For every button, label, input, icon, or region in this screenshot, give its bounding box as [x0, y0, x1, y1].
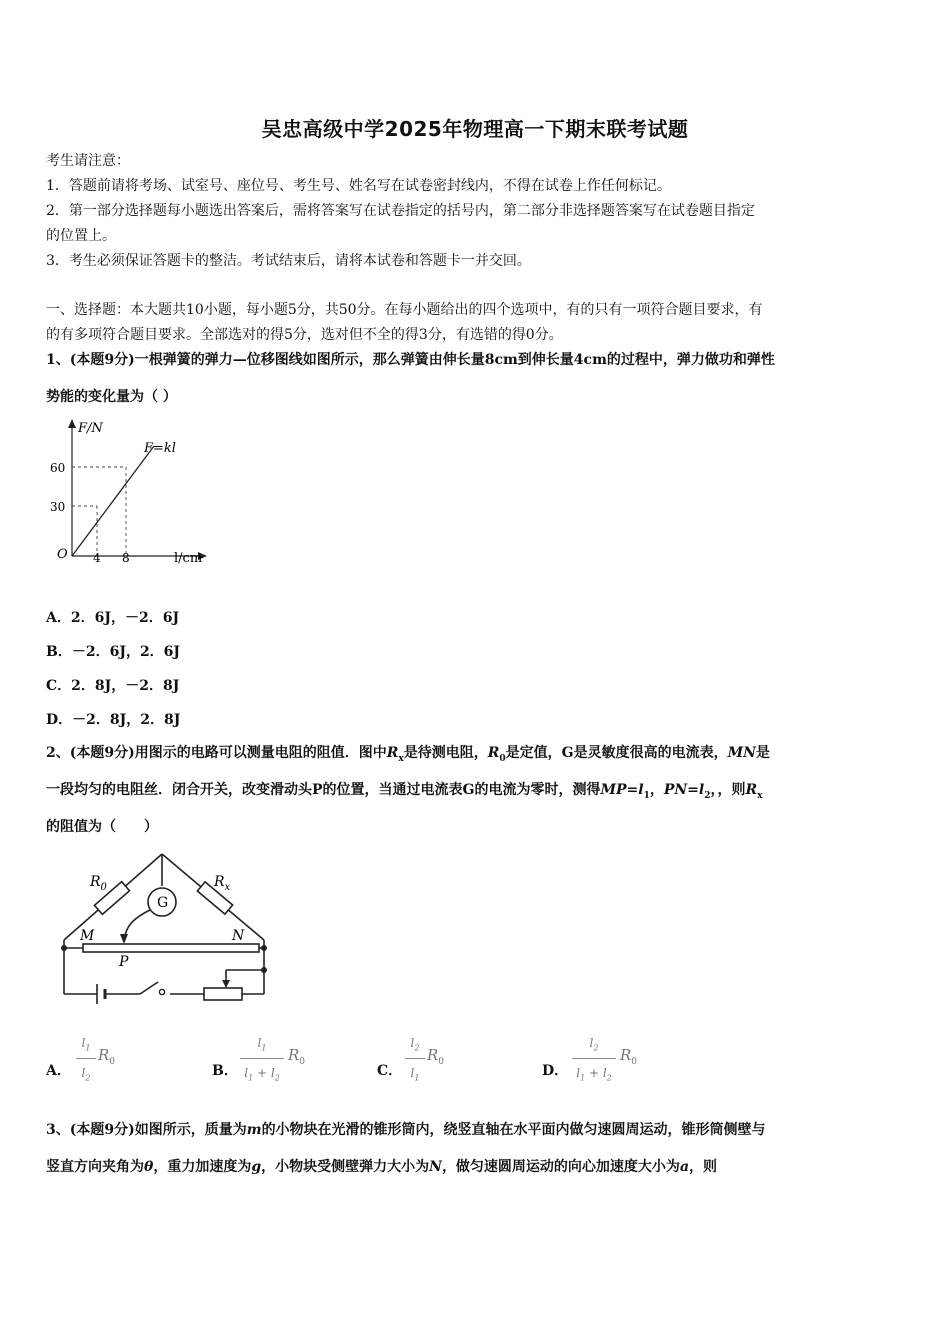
origin-label: O [57, 547, 68, 562]
formula-label: F=kl [144, 441, 176, 456]
y-tick-60: 60 [50, 461, 66, 475]
q2-option-c[interactable]: C． $l_2$ $l_1$ $R_0$ [377, 1036, 445, 1083]
resistance-wire-mn [83, 944, 259, 952]
slider-wire [124, 910, 150, 940]
notice-item-2-cont: 的位置上。 [46, 228, 116, 244]
q1-option-d[interactable]: D．－2．8J，2．8J [46, 712, 181, 728]
q1-force-graph [44, 416, 224, 576]
notice-item-2: 2．第一部分选择题每小题选出答案后，需将答案写在试卷指定的括号内，第二部分非选择题答案写在试卷题目指定 [46, 203, 755, 219]
q2-option-d[interactable]: D． $l_2$ $l_1 + l_2$ $R_0$ [542, 1036, 638, 1083]
force-line [72, 446, 154, 556]
y-axis-arrow [68, 419, 76, 428]
notice-item-3: 3．考生必须保证答题卡的整洁。考试结束后，请将本试卷和答题卡一并交回。 [46, 253, 531, 269]
rheostat-arrow [222, 980, 230, 988]
y-tick-30: 30 [50, 500, 66, 514]
q1-stem-line1: 1、(本题9分)一根弹簧的弹力—位移图线如图所示，那么弹簧由伸长量8cm到伸长量4cm的过程中，弹力做功和弹性 [46, 352, 775, 368]
q2-option-b[interactable]: B． $l_1$ $l_1 + l_2$ $R_0$ [212, 1036, 306, 1083]
q1-option-a[interactable]: A．2．6J，－2．6J [46, 610, 180, 626]
switch-lever [140, 982, 158, 994]
q1-option-b[interactable]: B．－2．6J，2．6J [46, 644, 181, 660]
label-p: P [119, 954, 129, 970]
page-title: 吴忠高级中学2025年物理高一下期末联考试题 [261, 117, 689, 141]
section-heading-line1: 一、选择题：本大题共10小题，每小题5分，共50分。在每小题给出的四个选项中，有的只有一项符合题目要求，有 [46, 302, 763, 318]
q3-stem-line1: 3、(本题9分)如图所示，质量为m的小物块在光滑的锥形筒内，绕竖直轴在水平面内做匀速圆周运动，锥形筒侧壁与 [46, 1122, 766, 1138]
q2-stem-line3: 的阻值为（ ） [46, 819, 158, 835]
q2-stem-line2: 一段均匀的电阻丝．闭合开关，改变滑动头P的位置，当通过电流表G的电流为零时，测得$MP=l_1$，$PN=l_2$，，则$R_x$ [46, 782, 763, 801]
notice-item-1: 1．答题前请将考场、试室号、座位号、考生号、姓名写在试卷密封线内，不得在试卷上作任何标记。 [46, 178, 671, 194]
x-tick-4: 4 [93, 551, 101, 565]
slider-arrow [120, 934, 128, 944]
q2-option-a[interactable]: A． $l_1$ $l_2$ $R_0$ [46, 1036, 116, 1083]
rheostat [204, 988, 242, 1000]
label-n: N [232, 928, 245, 944]
label-r0: $R_0$ [90, 874, 107, 893]
notice-heading: 考生请注意： [46, 153, 130, 169]
node-rheostat [261, 967, 267, 973]
section-heading-line2: 的有多项符合题目要求。全部选对的得5分，选对但不全的得3分，有选错的得0分。 [46, 327, 563, 343]
switch-contact [159, 989, 164, 994]
q3-stem-line2: 竖直方向夹角为θ，重力加速度为g，小物块受侧壁弹力大小为N，做匀速圆周运动的向心加速度大小为a，则 [46, 1159, 718, 1175]
label-m: M [80, 928, 95, 944]
label-rx: $R_x$ [214, 874, 231, 893]
q1-option-c[interactable]: C．2．8J，－2．8J [46, 678, 180, 694]
q1-stem-line2: 势能的变化量为（ ） [46, 389, 177, 405]
label-g: G [157, 895, 169, 911]
y-axis-label: F/N [78, 421, 103, 436]
x-axis-label: l/cm [174, 551, 203, 566]
q2-circuit-diagram [50, 848, 282, 1004]
x-tick-8: 8 [122, 551, 130, 565]
q2-stem-line1: 2、(本题9分)用图示的电路可以测量电阻的阻值．图中$R_x$是待测电阻，$R_0$是定值，G是灵敏度很高的电流表，MN是 [46, 745, 770, 764]
